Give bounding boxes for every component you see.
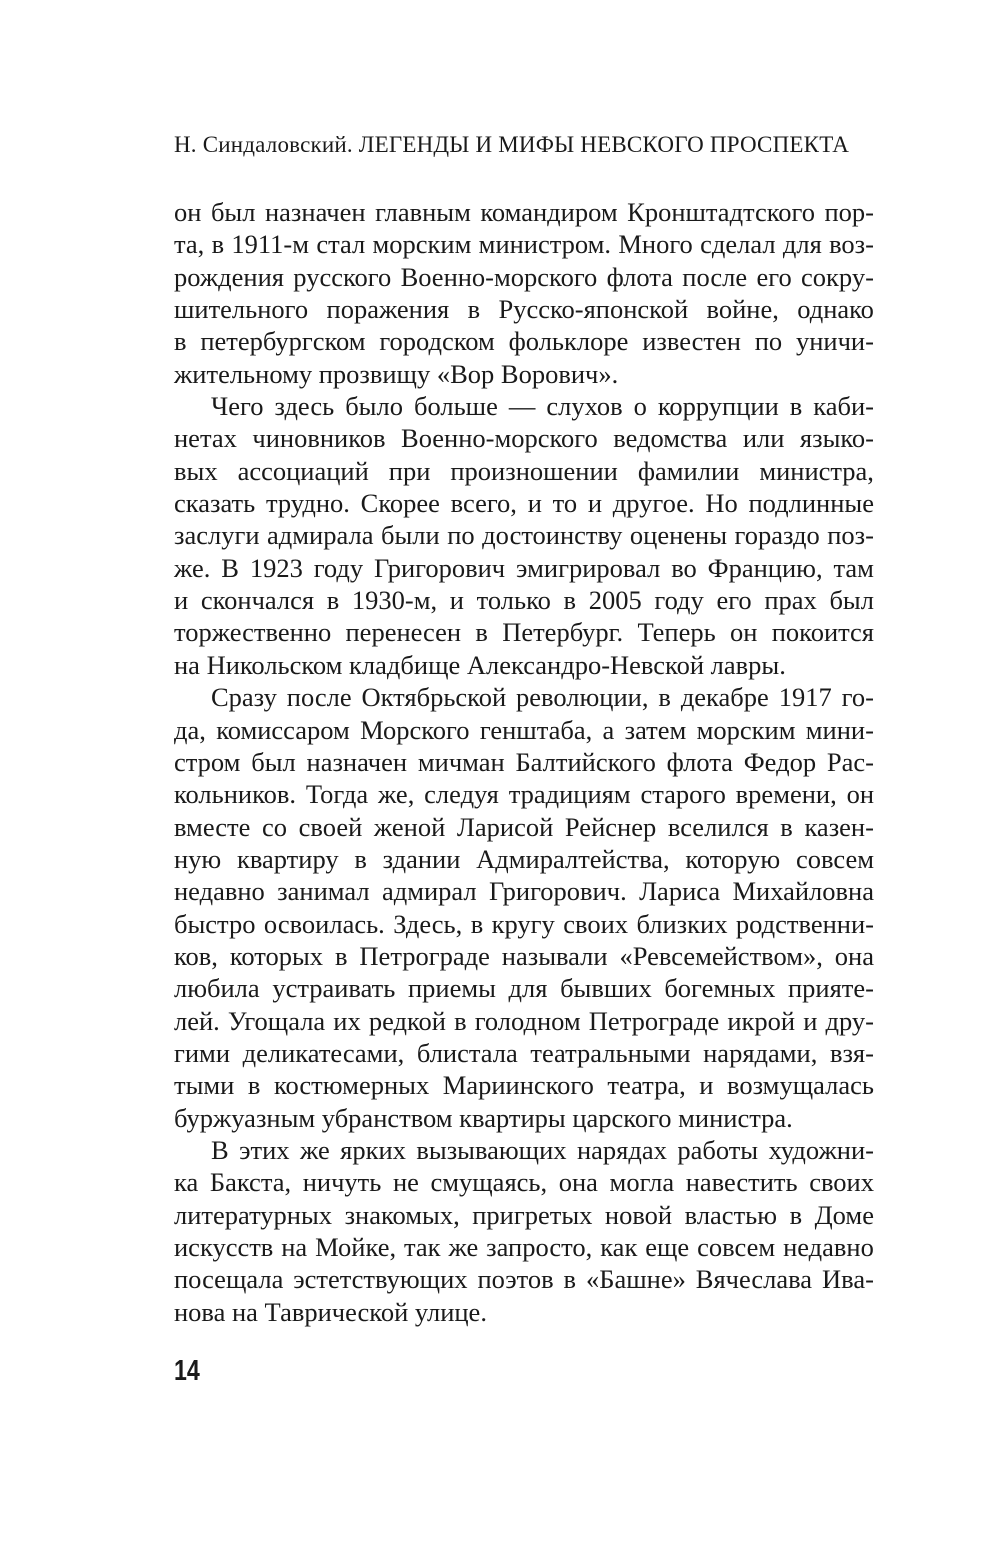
- text-line: [174, 390, 874, 422]
- word: Мариинского: [442, 1070, 594, 1101]
- word: трудно.: [265, 488, 350, 519]
- word: смущаясь,: [430, 1167, 548, 1198]
- word: пригретых: [472, 1199, 593, 1230]
- word: ассоциаций: [237, 455, 369, 486]
- word: Григорович: [374, 552, 506, 583]
- word: Балтийского: [515, 746, 656, 777]
- word: —: [508, 391, 536, 422]
- word: торжественно: [174, 617, 332, 648]
- word: их: [333, 1005, 361, 1036]
- word: своей: [298, 811, 363, 842]
- text-line: [174, 1166, 874, 1198]
- word: Мойке,: [315, 1232, 397, 1262]
- text-line: [174, 1231, 874, 1263]
- word: был: [829, 585, 874, 616]
- word: однако: [797, 294, 874, 325]
- word: вых: [174, 455, 218, 486]
- word: покоится: [771, 617, 874, 648]
- word: го-: [841, 682, 874, 713]
- word: же,: [377, 779, 415, 810]
- word: квартиру: [236, 843, 339, 874]
- word: костюмерных: [273, 1070, 430, 1101]
- word: пор-: [824, 197, 874, 227]
- word: в: [470, 908, 484, 939]
- word: которых: [229, 940, 324, 971]
- word: адмирала: [267, 520, 374, 551]
- word: уничи-: [795, 326, 874, 357]
- word: как: [600, 1232, 638, 1262]
- word: любила: [174, 973, 260, 1004]
- text-line: [174, 487, 874, 519]
- word: городском: [379, 326, 495, 357]
- word: в: [334, 940, 348, 971]
- word: новой: [604, 1199, 673, 1230]
- word: в: [789, 1199, 803, 1230]
- word: же: [299, 1134, 330, 1165]
- word: достоинству: [482, 520, 623, 551]
- word: то: [552, 488, 578, 519]
- word: на: [281, 1232, 308, 1262]
- word: назначен: [264, 197, 366, 227]
- word: родственни-: [735, 908, 874, 939]
- word: знакомых,: [344, 1199, 460, 1230]
- word: флота: [666, 746, 733, 777]
- word: эстетствующих: [293, 1264, 468, 1295]
- word: казен-: [804, 811, 874, 842]
- word: стром: [174, 746, 241, 777]
- word: Михайловна: [732, 876, 874, 907]
- word: после: [286, 682, 352, 713]
- word: для: [508, 973, 548, 1004]
- word: поражения: [326, 294, 450, 325]
- word: редкой: [368, 1005, 446, 1036]
- word: в: [354, 843, 367, 874]
- word: этих: [239, 1134, 290, 1165]
- word: Рас-: [826, 746, 874, 777]
- word: Скорее: [360, 488, 440, 519]
- word: после: [682, 261, 748, 292]
- word: министра,: [759, 455, 874, 486]
- word: ярких: [340, 1134, 406, 1165]
- word: Но: [705, 488, 738, 519]
- word: комиссаром: [216, 714, 350, 745]
- text-line: [174, 843, 874, 875]
- word: заслуги: [174, 520, 260, 551]
- word: В: [221, 552, 239, 583]
- word: перенесен: [345, 617, 462, 648]
- word: известен: [642, 326, 741, 357]
- word: году: [654, 585, 704, 616]
- word: в: [247, 1070, 261, 1101]
- text-line: [174, 940, 874, 972]
- text-line: [174, 1037, 874, 1069]
- word: флота: [606, 261, 673, 292]
- word: времени,: [735, 779, 837, 810]
- word: Чего: [211, 391, 264, 422]
- word: еще: [645, 1232, 690, 1262]
- word: своих: [563, 908, 629, 939]
- word: Ива-: [822, 1264, 874, 1295]
- word: следуя: [424, 779, 499, 810]
- word: Военно-морского: [401, 423, 598, 454]
- word: сделал: [700, 229, 776, 260]
- word: году: [313, 552, 364, 583]
- word: другое.: [612, 488, 695, 519]
- text-line: [174, 228, 874, 260]
- word: театральными: [530, 1037, 691, 1068]
- word: традициям: [508, 779, 631, 810]
- word: она: [834, 940, 874, 971]
- word: искусств: [174, 1232, 274, 1262]
- word: да,: [174, 714, 206, 745]
- word: декабре: [680, 682, 769, 713]
- word: чиновников: [252, 423, 386, 454]
- word: а: [602, 714, 615, 745]
- word: по: [447, 520, 475, 551]
- word: о: [633, 391, 647, 422]
- word: запросто,: [486, 1232, 593, 1262]
- word: Кронштадтского: [627, 197, 815, 227]
- word: ков,: [174, 940, 218, 971]
- word: она: [558, 1167, 598, 1198]
- word: и: [803, 1005, 818, 1036]
- word: в: [454, 1005, 467, 1036]
- word: кругу: [491, 908, 555, 939]
- word: которую: [685, 843, 781, 874]
- word: мичман: [417, 746, 505, 777]
- word: Здесь,: [393, 908, 463, 939]
- text-line: на Никольском кладбище Александро-Невской лавры.: [174, 649, 786, 680]
- word: ка: [174, 1167, 199, 1198]
- word: голодном: [474, 1005, 581, 1036]
- word: вызывающих: [416, 1134, 567, 1165]
- word: подлинные: [748, 488, 874, 519]
- page-number: 14: [174, 1355, 200, 1387]
- word: адмирал: [381, 876, 477, 907]
- word: Угощала: [227, 1005, 326, 1036]
- word: Доме: [814, 1199, 874, 1230]
- word: петербургском: [200, 326, 366, 357]
- text-line: [174, 422, 874, 454]
- word: бывших: [560, 973, 652, 1004]
- text-line: [174, 811, 874, 843]
- word: произношении: [450, 455, 618, 486]
- word: В: [211, 1134, 229, 1165]
- word: в: [475, 617, 488, 648]
- word: были: [381, 520, 440, 551]
- word: старого: [640, 779, 726, 810]
- word: или: [742, 423, 785, 454]
- word: нарядами,: [703, 1037, 818, 1068]
- text-line: [174, 908, 874, 940]
- word: богемных: [664, 973, 776, 1004]
- word: художни-: [768, 1134, 874, 1165]
- word: и: [449, 585, 464, 616]
- text-line: жительному прозвищу «Вор Ворович».: [174, 358, 619, 389]
- word: назначен: [306, 746, 408, 777]
- text-line: [174, 196, 874, 228]
- word: поз-: [827, 520, 874, 551]
- word: так: [404, 1232, 441, 1262]
- word: каби-: [813, 391, 874, 422]
- text-line: [174, 616, 874, 648]
- text-line: [174, 455, 874, 487]
- word: Вячеслава: [695, 1264, 813, 1295]
- word: революции,: [516, 682, 649, 713]
- word: воз-: [829, 229, 874, 260]
- word: навестить: [685, 1167, 798, 1198]
- word: эмигрировал: [516, 552, 661, 583]
- word: возмущалась: [727, 1070, 874, 1101]
- word: при: [388, 455, 431, 486]
- word: Францию,: [707, 552, 823, 583]
- word: устраивать: [272, 973, 396, 1004]
- text-line: [174, 778, 874, 810]
- word: со: [262, 811, 288, 842]
- word: Морского: [360, 714, 470, 745]
- word: недавно: [174, 876, 265, 907]
- text-line: [174, 1134, 874, 1166]
- word: сокру-: [801, 261, 874, 292]
- text-line: буржуазным убранством квартиры царского министра.: [174, 1102, 793, 1133]
- word: рождения: [174, 261, 284, 292]
- word: больше: [413, 391, 498, 422]
- word: могла: [609, 1167, 675, 1198]
- word: Бакста,: [209, 1167, 292, 1198]
- word: Лариса: [639, 876, 721, 907]
- text-line: [174, 325, 874, 357]
- word: поэтов: [477, 1264, 554, 1295]
- word: Октябрьской: [361, 682, 507, 713]
- word: по: [754, 326, 783, 357]
- word: деликатесами,: [242, 1037, 405, 1068]
- word: и: [699, 1070, 714, 1101]
- word: Адмиралтейства,: [476, 843, 670, 874]
- word: генштаба,: [479, 714, 593, 745]
- word: недавно: [783, 1232, 874, 1262]
- word: гораздо: [734, 520, 820, 551]
- word: и: [174, 585, 189, 616]
- word: коррупции: [657, 391, 779, 422]
- word: вселился: [667, 811, 769, 842]
- word: тыми: [174, 1070, 235, 1101]
- word: в: [658, 682, 671, 713]
- word: ную: [174, 843, 222, 874]
- word: прияте-: [787, 973, 874, 1004]
- word: вместе: [174, 811, 251, 842]
- word: оценены: [629, 520, 728, 551]
- word: войне,: [706, 294, 779, 325]
- text-line: [174, 972, 874, 1004]
- body-text: [174, 196, 874, 1328]
- text-line: [174, 293, 874, 325]
- text-line: [174, 875, 874, 907]
- word: морским: [696, 714, 796, 745]
- word: кольников.: [174, 779, 297, 810]
- word: близких: [636, 908, 728, 939]
- word: языко-: [799, 423, 874, 454]
- word: быстро: [174, 908, 256, 939]
- word: слухов: [546, 391, 623, 422]
- word: для: [782, 229, 822, 260]
- word: властью: [684, 1199, 778, 1230]
- word: Рейснер: [564, 811, 657, 842]
- word: совсем: [697, 1232, 776, 1262]
- word: командиром: [480, 197, 618, 227]
- word: в: [789, 391, 803, 422]
- word: и: [527, 488, 542, 519]
- word: 1923: [249, 552, 303, 583]
- word: Петербург.: [502, 617, 624, 648]
- word: «Ревсемейством»,: [619, 940, 823, 971]
- word: во: [671, 552, 697, 583]
- word: он: [730, 617, 758, 648]
- word: называли: [501, 940, 608, 971]
- word: там: [833, 552, 874, 583]
- word: 1917: [778, 682, 832, 713]
- word: всего,: [450, 488, 517, 519]
- word: Теперь: [637, 617, 716, 648]
- word: главным: [375, 197, 471, 227]
- word: занимал: [277, 876, 370, 907]
- word: Петрограде: [359, 940, 490, 971]
- word: дру-: [825, 1005, 874, 1036]
- word: 1930-м,: [351, 585, 438, 616]
- word: в: [211, 229, 225, 260]
- word: Тогда: [305, 779, 369, 810]
- word: в: [326, 585, 340, 616]
- word: Петрограде: [588, 1005, 720, 1036]
- text-line: [174, 1199, 874, 1231]
- text-line: [174, 1263, 874, 1295]
- word: «Башне»: [586, 1264, 686, 1295]
- word: же.: [174, 552, 211, 583]
- word: Много: [618, 229, 693, 260]
- word: не: [392, 1167, 419, 1198]
- word: он: [846, 779, 874, 810]
- word: его: [716, 585, 752, 616]
- word: русского: [293, 261, 392, 292]
- word: Русско-японской: [498, 294, 689, 325]
- word: скончался: [200, 585, 315, 616]
- word: своих: [809, 1167, 874, 1198]
- word: ведомства: [613, 423, 728, 454]
- word: в: [780, 811, 793, 842]
- word: совсем: [795, 843, 874, 874]
- word: только: [476, 585, 551, 616]
- word: Сразу: [211, 682, 277, 713]
- word: его: [756, 261, 792, 292]
- word: икрой: [727, 1005, 796, 1036]
- word: морским: [372, 229, 472, 260]
- word: шительного: [174, 294, 309, 325]
- word: ничуть: [302, 1167, 382, 1198]
- word: затем: [624, 714, 687, 745]
- word: Ларисой: [456, 811, 554, 842]
- word: стал: [316, 229, 366, 260]
- word: прах: [764, 585, 817, 616]
- word: театра,: [607, 1070, 686, 1101]
- text-line: [174, 519, 874, 551]
- word: работы: [677, 1134, 759, 1165]
- word: посещала: [174, 1264, 284, 1295]
- word: 1911-м: [231, 229, 310, 260]
- word: приемы: [407, 973, 496, 1004]
- word: фамилии: [637, 455, 740, 486]
- word: мини-: [805, 714, 874, 745]
- word: в: [563, 585, 577, 616]
- word: министром.: [478, 229, 612, 260]
- text-line: [174, 714, 874, 746]
- text-line: [174, 584, 874, 616]
- text-line: [174, 261, 874, 293]
- word: в: [174, 326, 187, 357]
- word: освоилась.: [263, 908, 385, 939]
- word: был: [251, 746, 296, 777]
- word: был: [210, 197, 256, 227]
- word: Федор: [743, 746, 817, 777]
- word: женой: [373, 811, 446, 842]
- word: 2005: [588, 585, 642, 616]
- running-header: Н. Синдаловский. ЛЕГЕНДЫ И МИФЫ НЕВСКОГО ПРОСПЕКТА: [174, 132, 850, 157]
- word: нетах: [174, 423, 237, 454]
- word: в: [563, 1264, 577, 1295]
- word: же: [448, 1232, 479, 1262]
- word: и: [587, 488, 603, 519]
- word: взя-: [829, 1037, 874, 1068]
- text-line: нова на Таврической улице.: [174, 1296, 487, 1327]
- word: сказать: [174, 488, 256, 519]
- text-line: [174, 746, 874, 778]
- word: нарядах: [576, 1134, 667, 1165]
- word: фольклоре: [508, 326, 629, 357]
- word: литературных: [174, 1199, 333, 1230]
- text-line: [174, 681, 874, 713]
- word: было: [345, 391, 403, 422]
- word: Григорович.: [489, 876, 627, 907]
- word: блистала: [416, 1037, 518, 1068]
- word: здании: [382, 843, 461, 874]
- word: он: [174, 197, 202, 227]
- word: гими: [174, 1037, 231, 1068]
- word: та,: [174, 229, 205, 260]
- text-line: [174, 1005, 874, 1037]
- text-line: [174, 1069, 874, 1101]
- word: лей.: [174, 1005, 220, 1036]
- text-line: [174, 552, 874, 584]
- word: Военно-морского: [400, 261, 598, 292]
- word: в: [467, 294, 481, 325]
- word: здесь: [274, 391, 335, 422]
